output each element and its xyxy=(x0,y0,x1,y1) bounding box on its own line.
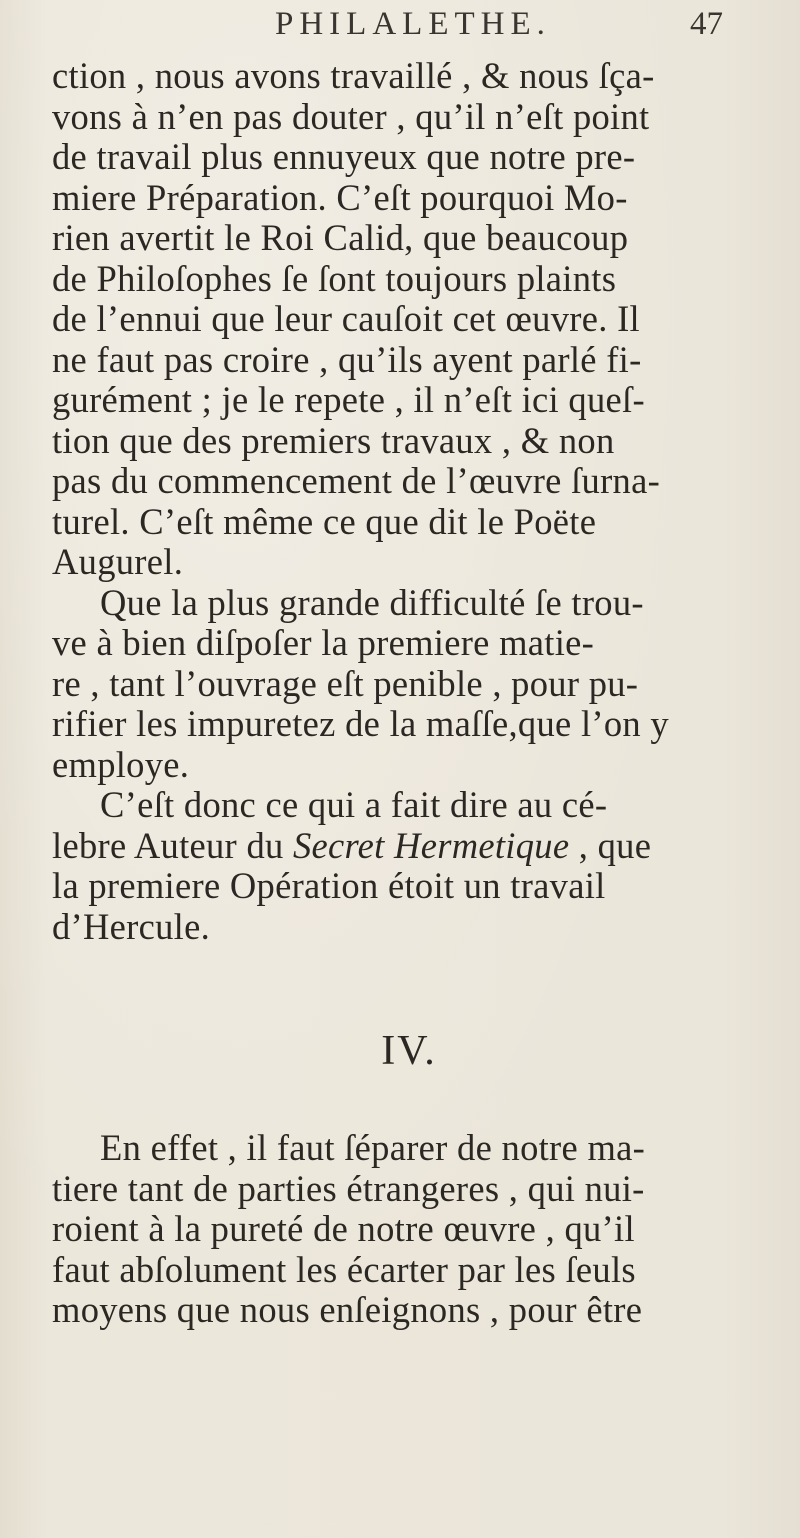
text-fragment: , que xyxy=(569,824,652,866)
main-text xyxy=(52,56,782,947)
text-line: de l’ennui que leur cauſoit cet œuvre. Il xyxy=(52,298,640,339)
text-line: tiere tant de parties étrangeres , qui nui- xyxy=(52,1167,645,1209)
text-line: de Philoſophes ſe ſont toujours plaints xyxy=(52,257,617,299)
text-line: gurément ; je le repete , il n’eſt ici queſ- xyxy=(52,379,645,420)
text-line: C’eſt donc ce qui a fait dire au cé- xyxy=(100,784,608,825)
text-line: rien avertit le Roi Calid, que beaucoup xyxy=(52,217,629,258)
text-line: rifier les impuretez de la maſſe,que l’on y xyxy=(52,703,669,744)
text-fragment: lebre Auteur du xyxy=(52,824,293,866)
text-line: ction , nous avons travaillé , & nous ſça- xyxy=(52,55,655,96)
text-line: d’Hercule. xyxy=(52,905,211,947)
text-line: Que la plus grande difficulté ſe trou- xyxy=(100,581,644,623)
text-line: miere Préparation. C’eſt pourquoi Mo- xyxy=(52,176,628,218)
section-heading: IV. xyxy=(381,1028,437,1074)
running-title: PHILALETHE. xyxy=(275,6,551,42)
text-line: turel. C’eſt même ce que dit le Poëte xyxy=(52,500,597,542)
text-line: re , tant l’ouvrage eſt penible , pour pu- xyxy=(52,662,639,704)
section-text xyxy=(52,1128,782,1331)
text-line: faut abſolument les écarter par les ſeuls xyxy=(52,1248,636,1290)
text-line: vons à n’en pas douter , qu’il n’eſt point xyxy=(52,95,650,137)
text-line: ve à bien diſpoſer la premiere matie- xyxy=(52,622,595,663)
text-line: employe. xyxy=(52,743,190,785)
text-line: Augurel. xyxy=(52,541,184,582)
text-line xyxy=(52,826,782,867)
running-head xyxy=(0,4,800,58)
text-line: de travail plus ennuyeux que notre pre- xyxy=(52,136,636,177)
page-number: 47 xyxy=(690,6,723,42)
book-title: Secret Hermetique xyxy=(292,824,570,866)
text-line: tion que des premiers travaux , & non xyxy=(52,419,615,461)
text-line: moyens que nous enſeignons , pour être xyxy=(52,1289,643,1330)
text-line: ne faut pas croire , qu’ils ayent parlé fi- xyxy=(52,338,642,380)
text-line: la premiere Opération étoit un travail xyxy=(52,865,606,906)
text-line: pas du commencement de l’œuvre ſurna- xyxy=(52,460,661,501)
text-line: roient à la pureté de notre œuvre , qu’il xyxy=(52,1208,635,1249)
text-line: En effet , il faut ſéparer de notre ma- xyxy=(100,1127,646,1168)
